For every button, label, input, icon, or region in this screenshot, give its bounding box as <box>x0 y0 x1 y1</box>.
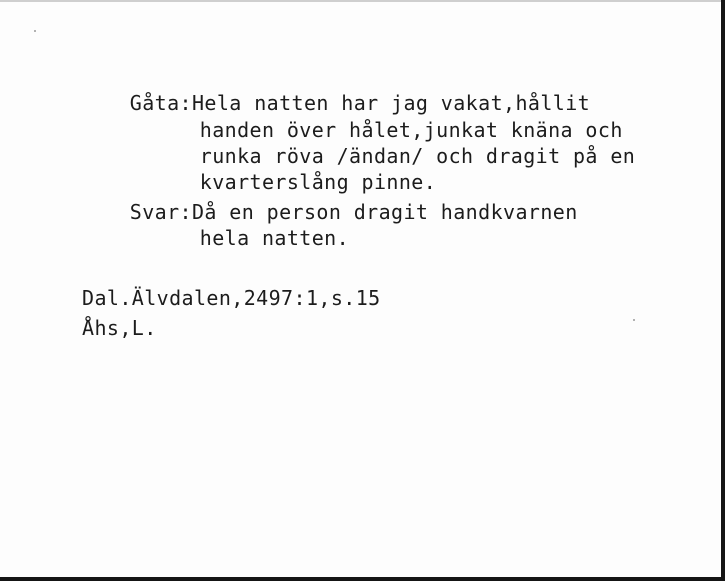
riddle-text-line: kvarterslång pinne. <box>199 170 437 194</box>
card-top-edge <box>0 0 721 2</box>
source-reference: Dal.Älvdalen,2497:1,s.15 <box>82 286 381 310</box>
collector-name: Åhs,L. <box>82 316 157 340</box>
riddle-text-line: Hela natten har jag vakat,hållit <box>191 91 591 115</box>
riddle-label: Gåta: <box>129 91 192 115</box>
answer-line-2 <box>150 202 349 274</box>
answer-text-line: Då en person dragit handkvarnen <box>191 200 578 224</box>
riddle-text-line: handen över hålet,junkat knäna och <box>199 118 623 142</box>
paper-speck <box>633 319 635 321</box>
answer-label: Svar: <box>129 200 192 224</box>
paper-speck <box>34 30 36 32</box>
answer-text-line: hela natten. <box>199 226 350 250</box>
riddle-text-line: runka röva /ändan/ och dragit på en <box>199 144 636 168</box>
